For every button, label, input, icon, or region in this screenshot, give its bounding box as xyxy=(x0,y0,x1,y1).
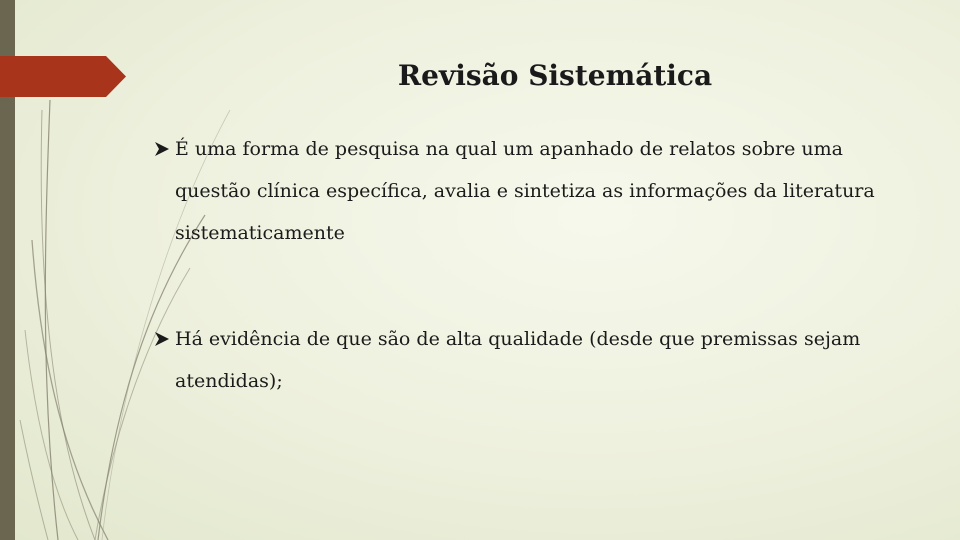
bullet-text: Há evidência de que são de alta qualidade (desde que premissas sejam atendidas); xyxy=(175,328,861,392)
title-accent-tab xyxy=(0,56,126,97)
bullet-item xyxy=(155,328,895,402)
bullet-text: É uma forma de pesquisa na qual um apanhado de relatos sobre uma questão clínica específica, avalia e sintetiza as informações da literatura sistematicamente xyxy=(175,138,875,244)
arrowhead-bullet-icon xyxy=(155,142,169,156)
bullet-item xyxy=(155,138,895,254)
slide-title: Revisão Sistemática xyxy=(397,59,713,92)
arrowhead-bullet-icon xyxy=(155,332,169,346)
